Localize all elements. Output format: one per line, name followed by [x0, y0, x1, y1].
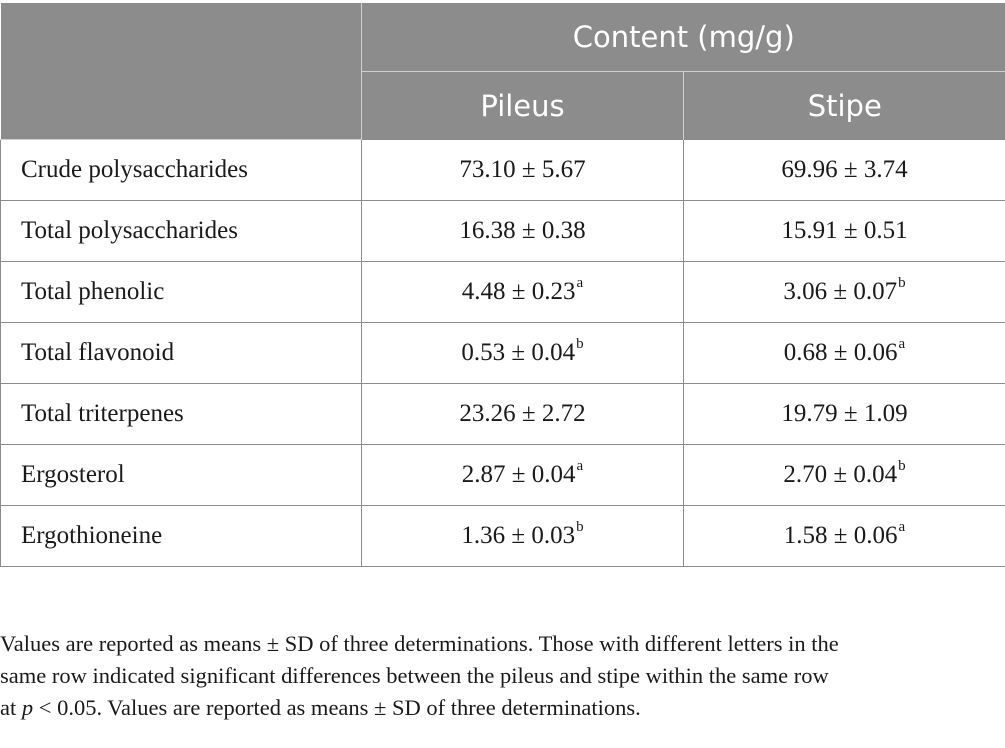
pileus-value: 2.87 ± 0.04	[461, 461, 576, 488]
stipe-value: 1.58 ± 0.06	[783, 522, 898, 549]
stipe-value-cell	[684, 506, 1005, 567]
pileus-value-cell	[362, 201, 684, 262]
stipe-value: 2.70 ± 0.04	[783, 461, 898, 488]
stipe-value: 15.91 ± 0.51	[781, 217, 908, 244]
row-label: Total triterpenes	[1, 384, 362, 445]
table-body	[1, 140, 1005, 567]
stipe-value: 3.06 ± 0.07	[783, 278, 898, 305]
stipe-value-cell	[684, 445, 1005, 506]
row-label: Crude polysaccharides	[1, 140, 362, 201]
pileus-value: 16.38 ± 0.38	[459, 217, 586, 244]
footnote-at: at	[0, 695, 22, 720]
pileus-significance-letter: a	[576, 458, 584, 474]
pileus-value-cell	[362, 445, 684, 506]
pileus-significance-letter: b	[576, 519, 584, 535]
stipe-value-cell	[684, 201, 1005, 262]
header-stipe: Stipe	[684, 72, 1005, 140]
table-row	[1, 140, 1005, 201]
stipe-value-cell	[684, 323, 1005, 384]
stipe-significance-letter: b	[898, 275, 906, 291]
pileus-value: 0.53 ± 0.04	[461, 339, 576, 366]
stipe-value: 69.96 ± 3.74	[781, 156, 908, 183]
pileus-significance-letter: a	[576, 275, 584, 291]
stipe-value-cell	[684, 384, 1005, 445]
row-label: Ergosterol	[1, 445, 362, 506]
stipe-value: 0.68 ± 0.06	[783, 339, 898, 366]
footnote-line-3	[0, 692, 1005, 724]
stipe-significance-letter: b	[898, 458, 906, 474]
pileus-value: 73.10 ± 5.67	[459, 156, 586, 183]
row-label: Total phenolic	[1, 262, 362, 323]
table-row	[1, 506, 1005, 567]
pileus-value-cell	[362, 323, 684, 384]
pileus-significance-letter: b	[576, 336, 584, 352]
table-footnote	[0, 628, 1005, 724]
row-label: Total flavonoid	[1, 323, 362, 384]
header-blank-cell	[1, 3, 362, 140]
footnote-p-italic: p	[21, 695, 34, 720]
stipe-significance-letter: a	[898, 336, 906, 352]
stipe-value-cell	[684, 262, 1005, 323]
header-pileus: Pileus	[362, 72, 684, 140]
stipe-value: 19.79 ± 1.09	[781, 400, 908, 427]
footnote-line-2: same row indicated significant differences between the pileus and stipe within the same row	[0, 663, 829, 688]
pileus-value: 23.26 ± 2.72	[459, 400, 586, 427]
table-row	[1, 323, 1005, 384]
table-row	[1, 384, 1005, 445]
pileus-value-cell	[362, 506, 684, 567]
pileus-value-cell	[362, 262, 684, 323]
row-label: Ergothioneine	[1, 506, 362, 567]
footnote-rest: < 0.05. Values are reported as means ± SD of three determinations.	[33, 695, 641, 720]
row-label: Total polysaccharides	[1, 201, 362, 262]
stipe-significance-letter: a	[898, 519, 906, 535]
table-row	[1, 445, 1005, 506]
pileus-value-cell	[362, 384, 684, 445]
stipe-value-cell	[684, 140, 1005, 201]
pileus-value: 1.36 ± 0.03	[461, 522, 576, 549]
pileus-value: 4.48 ± 0.23	[461, 278, 576, 305]
header-group-label: Content (mg/g)	[362, 3, 1005, 72]
table-row	[1, 201, 1005, 262]
footnote-line-1: Values are reported as means ± SD of three determinations. Those with different letters in the	[0, 631, 839, 656]
table-row	[1, 262, 1005, 323]
content-table	[0, 3, 1005, 567]
pileus-value-cell	[362, 140, 684, 201]
